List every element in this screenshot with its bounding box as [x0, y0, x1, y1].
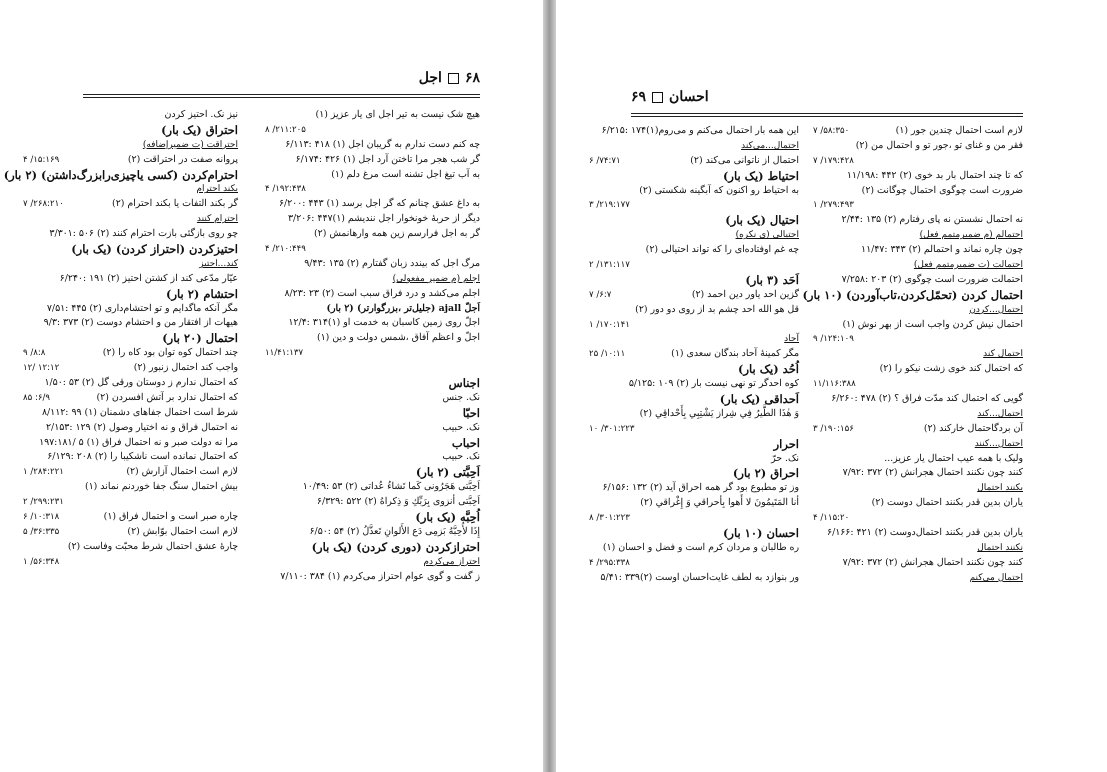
entry-line — [265, 495, 480, 510]
entry-line — [265, 123, 480, 138]
entry-text: که احتمال کند خوی زشت نیکو را (۲) — [879, 363, 1023, 375]
entry-line — [265, 212, 480, 227]
entry-text: نه احتمال فراق و نه اختیار وصول (۲) ۱۲۹ :۲/۱۵۳ — [46, 421, 238, 433]
entry-line — [813, 437, 1023, 452]
entry-line — [265, 331, 480, 346]
entry-line — [813, 318, 1023, 333]
entry-text: به آب تیغ اجل تشنه است مرغ دلم (۱) — [331, 168, 480, 180]
entry-text: گر بکند التفات یا بکند احترام (۲) — [112, 198, 238, 210]
entry-line — [589, 347, 799, 362]
entry-text: احتمال...کنند — [974, 438, 1023, 449]
entry-line — [589, 571, 799, 586]
entry-line — [23, 346, 238, 361]
entry-line — [265, 436, 480, 451]
page-number: ۶۹ — [631, 89, 647, 105]
entry-reference: ۱ /۵۶:۳۴۸ — [23, 556, 60, 567]
entry-line — [813, 541, 1023, 556]
entry-line — [23, 525, 238, 540]
entry-text: مگر کمینهٔ آحاد بندگان سعدی (۱) — [671, 348, 799, 360]
entry-line — [23, 465, 238, 480]
entry-line — [23, 138, 238, 153]
entry-text: شرط است احتمال جفاهای دشمنان (۱) ۹۹ :۸/۱۱۲ — [41, 406, 238, 418]
entry-line — [589, 184, 799, 199]
page-header-left — [419, 70, 480, 86]
page-number: ۶۸ — [464, 70, 480, 86]
entry-line — [23, 316, 238, 331]
entry-line — [23, 510, 238, 525]
entry-text: احسان (۱۰ بار) — [722, 526, 799, 541]
entry-text: نک. حبیب — [442, 451, 480, 463]
entry-line — [23, 391, 238, 406]
entry-text: احتمال کند — [983, 349, 1023, 360]
entry-reference: ۷ /۱۷۹:۴۲۸ — [813, 155, 854, 166]
entry-reference: ۲ /۲۹۹:۲۳۱ — [23, 497, 64, 508]
entry-line — [265, 450, 480, 465]
entry-line — [813, 377, 1023, 392]
entry-line — [813, 243, 1023, 258]
entry-text: قل هو الله احد چشم بد از روی دو دور (۲) — [635, 303, 799, 315]
entry-reference: ۵ /۳۶:۳۳۵ — [23, 526, 60, 537]
entry-text: احتیالی (ی نکره) — [735, 230, 799, 241]
entry-line — [589, 243, 799, 258]
entry-line — [23, 450, 238, 465]
entry-text: کند...احتیز — [199, 258, 238, 269]
entry-reference: ۳ /۲۱۹:۱۷۷ — [589, 200, 630, 211]
entry-line — [813, 198, 1023, 213]
entry-text: احتیزکردن (احتراز کردن) (یک بار) — [71, 242, 238, 257]
entry-text: احتشام (۲ بار) — [166, 286, 238, 301]
entry-text: اجلّ روی زمین کاسبان به خدمت او (۱)۳۱۴ :۱۲/۴ — [288, 317, 480, 329]
entry-line — [589, 392, 799, 407]
entry-text: یاران بدین قدر بکنند احتمال دوست (۲) — [871, 497, 1023, 509]
entry-text: عیّار مدّعی کند از کشتن احتیز (۲) ۱۹۱ :۶/۲۴۰ — [59, 272, 238, 284]
entry-reference: ۶ /۱۰:۳۱۸ — [23, 512, 60, 523]
entry-reference: ۴ /۱۹۲:۴۳۸ — [265, 184, 306, 195]
entry-line — [23, 555, 238, 570]
entry-text: احتمال نیش کردن واجب است از بهر نوش (۱) — [842, 318, 1023, 330]
entry-line — [813, 481, 1023, 496]
entry-text: که احتمال ندارم ز دوستان ورقی گل (۲) ۵۳ :۱/۵۰ — [44, 377, 238, 389]
entry-line — [813, 407, 1023, 422]
entry-line — [589, 124, 799, 139]
entry-line — [589, 139, 799, 154]
entry-text: اجلم می‌کشد و درد فراق سبب است (۲) ۲۳ :۸/۲۳ — [284, 287, 480, 299]
entry-line — [589, 511, 799, 526]
entry-line — [813, 511, 1023, 526]
entry-line — [589, 154, 799, 169]
entry-line — [265, 197, 480, 212]
entry-line — [802, 287, 1023, 303]
entry-text: احتراقت (ت ضمیرإضافه) — [142, 139, 238, 150]
entry-text: احتراق (یک بار) — [161, 122, 238, 137]
entry-line — [265, 287, 480, 302]
column-left — [3, 108, 238, 570]
entry-line — [813, 422, 1023, 437]
entry-line — [265, 376, 480, 391]
entry-text: هیچ شک نیست به تیر اجل ای یار عزیز (۱) — [315, 109, 480, 120]
entry-text: اَحداقی (یک بار) — [719, 392, 799, 407]
entry-line — [265, 108, 480, 123]
entry-text: واجب کند احتمال زنبور (۲) — [133, 362, 238, 374]
entry-text: چارهٔ عشق احتمال شرط محبّت وفاست (۲) — [67, 540, 238, 552]
right-page — [556, 0, 1107, 772]
entry-line — [23, 272, 238, 287]
entry-text: چند احتمال کوه توان بود کاه را (۲) — [102, 347, 238, 359]
entry-reference: ۴ /۱۵:۱۶۹ — [23, 154, 60, 165]
entry-line — [23, 212, 238, 227]
entry-text: اجلم (م ضمیر مفعولی) — [392, 273, 480, 284]
entry-text: اُحِبَّه (یک بار) — [415, 510, 480, 525]
entry-text: چو روی بازگئی بازت احترام کنند (۲) ۵۰۶ :۳/۳۰۱ — [49, 228, 238, 240]
entry-line — [265, 525, 480, 540]
header-rule-2 — [631, 116, 1023, 117]
entry-text: یاران بدین قدر بکنند احتمال‌دوست (۲) ۴۲۱ :۶/۱۶۶ — [827, 527, 1023, 539]
entry-text: فقر من و غنای تو ،جور تو و احتمال من (۲) — [855, 139, 1023, 151]
entry-line — [589, 481, 799, 496]
entry-text: احتمالت ضرورت است چوگوی (۲) ۲۰۳ :۷/۲۵۸ — [841, 273, 1023, 285]
entry-reference: ۸۵ :۶/۹ — [23, 392, 50, 403]
entry-line — [3, 167, 238, 183]
entry-line — [813, 392, 1023, 407]
entry-line — [23, 361, 238, 376]
entry-text: بکند احترام — [196, 184, 238, 195]
entry-text: به داغ عشق چنانم که گر اجل برسد (۱) ۴۴۳ :۶/۲۰۰ — [278, 198, 480, 210]
entry-line — [265, 182, 480, 197]
entry-text: احتمالم (م ضمیرمتمم فعل) — [919, 230, 1023, 241]
entry-line — [813, 273, 1023, 288]
entry-text: احتمالت (ت ضمیرمتمم فعل) — [913, 260, 1023, 271]
entry-line — [23, 153, 238, 168]
entry-line — [265, 421, 480, 436]
entry-text: احتمال (۲۰ بار) — [162, 331, 238, 346]
entry-line — [813, 303, 1023, 318]
entry-line — [265, 480, 480, 495]
entry-reference: ۸ /۳۰۱:۲۲۳ — [589, 513, 630, 524]
entry-text: که احتمال نمانده است ناشکیبا را (۲) ۲۰۸ :۶/۱۲۹ — [47, 451, 238, 463]
entry-text: کوه احدگر تو نهی نیست بار (۲) ۱۰۹ :۵/۱۲۵ — [628, 378, 799, 390]
entry-reference: ۱ /۱۷۰:۱۴۱ — [589, 319, 630, 330]
entry-line — [813, 139, 1023, 154]
entry-text: گر شب هجر مرا تاختن آرد اجل (۱) ۴۲۶ :۶/۱۷۴ — [295, 153, 480, 165]
entry-text: چه کنم دست ندارم به گریبان اجل (۱) ۴۱۸ :۶/۱۱۳ — [285, 138, 480, 150]
header-rule — [631, 113, 1023, 114]
entry-text: گزین احد یاور دین احمد (۲) — [691, 288, 799, 300]
entry-line — [265, 257, 480, 272]
entry-line — [813, 556, 1023, 571]
entry-text: احتمال...کند — [977, 408, 1023, 419]
entry-text: هیهات از افتقار من و احتشام دوست (۲) ۳۷۳ :۹/۳ — [43, 317, 238, 329]
entry-text: ولیک با همه عیب احتمال یار عزیز... — [884, 452, 1023, 464]
entry-reference: ۱ /۲۷۹:۴۹۳ — [813, 200, 854, 211]
entry-line — [589, 526, 799, 541]
entry-text: لازم است احتمال چندین جور (۱) — [895, 125, 1023, 136]
entry-text: أنا المَتَیمُونَ لا أَهوا بِأحراقي وَ إِغْراقي (۲) — [640, 497, 799, 509]
entry-line — [589, 198, 799, 213]
entry-text: اَحِبَّتی هَجَرُونی کَما تَشاءُ عُداتی (۲) ۵۳ :۱۰/۴۹ — [302, 481, 480, 493]
entry-text: لازم است احتمال آزارش (۲) — [126, 466, 238, 478]
page-title: اجل — [418, 70, 442, 86]
entry-line — [813, 169, 1023, 184]
entry-line — [589, 288, 799, 303]
entry-text: احتراز می‌کردم — [423, 556, 480, 567]
entry-reference: ۴ /۲۹۵:۳۳۸ — [589, 557, 630, 568]
entry-text: احتمال کردن (تحمّل‌کردن،تاب‌آوردن) (۱۰ بار) — [802, 287, 1023, 302]
entry-line — [265, 227, 480, 242]
entry-text: احترام کنند — [196, 214, 238, 225]
entry-line — [265, 570, 480, 585]
entry-text: احتمال...کردن — [969, 304, 1023, 315]
entry-reference: ۷ /۲۶۸:۲۱۰ — [23, 199, 64, 210]
entry-text: اَحِبَّتی (۲ بار) — [415, 465, 480, 480]
entry-text: اُحُد (یک بار) — [738, 362, 799, 377]
page-title: احسان — [669, 89, 709, 105]
entry-text: کنند چون نکنند احتمال هجرانش (۲) ۳۷۲ :۷/۹۲ — [842, 467, 1023, 479]
entry-text: اَحِبَّتی أنزوی بِرَبِّكِ وَ ذِكراهُ (۲) ۵۲۲ :۶/۳۲۹ — [316, 496, 480, 508]
header-rule — [83, 94, 480, 95]
entry-line — [23, 540, 238, 555]
entry-text: احتمال می‌کنم — [969, 572, 1023, 583]
entry-text: ضرورت است چوگوی احتمال چوگانت (۲) — [861, 184, 1023, 196]
entry-text: احراق (۲ بار) — [732, 466, 799, 481]
entry-text: مگر آنکه ماگدایم و تو احتشام‌داری (۲) ۴۴۵ :۷/۵۱ — [46, 302, 238, 314]
entry-line — [589, 362, 799, 377]
entry-line — [23, 257, 238, 272]
entry-text: احترازکردن (دوری کردن) (یک بار) — [311, 539, 480, 554]
entry-text: نه احتمال نشستن نه پای رفتارم (۲) ۱۳۵ :۲/۴۴ — [841, 214, 1023, 226]
entry-line — [23, 287, 238, 302]
entry-text: که احتمال ندارد بر آتش افسردن (۲) — [96, 391, 238, 403]
entry-line — [813, 347, 1023, 362]
entry-line — [589, 466, 799, 481]
entry-line — [813, 213, 1023, 228]
entry-line — [589, 496, 799, 511]
entry-line — [23, 227, 238, 242]
left-page — [0, 0, 543, 772]
square-icon — [652, 92, 663, 103]
entry-line — [265, 242, 480, 257]
column-right — [802, 124, 1023, 586]
page-header-right — [631, 89, 709, 105]
entry-text: مرا نه دولت صبر و نه احتمال فراق (۱) ۵ /۱۹۷:۱۸۱ — [39, 436, 238, 448]
entry-line — [589, 213, 799, 228]
entry-reference: ۱۱/۱۱۶:۳۸۸ — [813, 379, 856, 390]
entry-reference: ۹ /۱۲۴:۱۰۹ — [813, 334, 854, 345]
entry-line — [23, 242, 238, 257]
entry-line — [813, 228, 1023, 243]
entry-reference: ۸ /۲۱۱:۲۰۵ — [265, 124, 306, 135]
entry-line — [813, 452, 1023, 467]
entry-text: وز تو مطبوع بود گر همه احراق آید (۲) ۱۳۲ :۶/۱۵۶ — [602, 482, 799, 494]
entry-text: لازم است احتمال بوّابش (۲) — [127, 525, 238, 537]
entry-text: کنند چون نکنند احتمال هجرانش (۲) ۳۷۲ :۷/۹۲ — [842, 556, 1023, 568]
column-right — [265, 108, 480, 585]
entry-text: احتیال (یک بار) — [725, 213, 799, 228]
entry-text: احبّا — [462, 405, 480, 420]
entry-line — [589, 556, 799, 571]
entry-line — [589, 273, 799, 288]
entry-line — [589, 422, 799, 437]
entry-line — [23, 421, 238, 436]
entry-text: اَحَد (۳ بار) — [745, 272, 799, 287]
entry-text: ز گفت و گوی عوام احتراز می‌کردم (۱) ۳۸۴ :۷/۱۱۰ — [280, 570, 480, 582]
entry-line — [589, 169, 799, 184]
entry-reference: ۱۲/ ۱۲:۱۲ — [23, 363, 60, 374]
entry-text: چه غم اوفتاده‌ای را که تواند احتیالی (۲) — [645, 244, 799, 256]
entry-reference: ۴ /۲۱۰:۴۴۹ — [265, 244, 306, 255]
entry-reference: ۷ /۵۸:۳۵۰ — [813, 126, 850, 136]
entry-reference: ۱ /۲۸۴:۲۲۱ — [23, 467, 64, 478]
entry-text: که تا چند احتمال بار بد خوی (۲) ۴۴۲ :۱۱/۱۹۸ — [846, 169, 1023, 181]
entry-text: این همه بار احتمال می‌کنم و می‌روم(۱)۱۷۴ :۶/۲۱۵ — [601, 125, 799, 136]
entry-text: گویی که احتمال کند مدّت فراق ؟ (۲) ۴۷۸ :۶/۲۶۰ — [831, 393, 1023, 405]
entry-line — [265, 168, 480, 183]
entry-line — [813, 362, 1023, 377]
entry-line — [23, 480, 238, 495]
entry-line — [813, 466, 1023, 481]
entry-line — [589, 258, 799, 273]
entry-reference: ۶ /۷۴:۷۱ — [589, 155, 621, 166]
entry-line — [23, 197, 238, 212]
entry-text: بیش احتمال سنگ جفا خوردنم نماند (۱) — [84, 481, 238, 493]
entry-line — [813, 496, 1023, 511]
entry-text: نک. حبیب — [442, 421, 480, 433]
entry-line — [589, 452, 799, 467]
entry-line — [589, 303, 799, 318]
entry-text: چون چاره نماند و احتمالم (۲) ۳۴۳ :۱۱/۴۷ — [861, 244, 1023, 256]
entry-line — [265, 510, 480, 525]
entry-line — [813, 124, 1023, 139]
entry-text: اَجلّ ajall (جلیل‌تر ،بزرگوارتر) (۲ بار) — [326, 302, 480, 314]
entry-line — [589, 437, 799, 452]
entry-text: نکنند احتمال — [977, 542, 1023, 553]
entry-line — [589, 332, 799, 347]
entry-text: آحاد — [784, 334, 799, 345]
entry-line — [265, 540, 480, 555]
entry-text: آن بردگاحتمال خارکند (۲) — [923, 422, 1023, 434]
entry-line — [265, 153, 480, 168]
entry-line — [589, 541, 799, 556]
entry-line — [813, 184, 1023, 199]
entry-text: وَ هٰذَا الطَّیرُ فِي شِراز يَشْتِبِي بِأَحْداقِي (۲) — [639, 407, 799, 419]
entry-text: إِذَا لأُحِبَّهُ بَزمِی دَع الأَلوانِ تَعذَّلُ (۲) ۵۴ :۶/۵۰ — [309, 525, 480, 537]
entry-text: احترام‌کردن (کسی یاچیزی‌رابزرگ‌داشتن) (۲ بار) — [3, 167, 238, 182]
entry-text: احتمال...می‌کند — [741, 140, 799, 151]
entry-line — [589, 318, 799, 333]
entry-reference: ۲۵ /۱۰:۱۱ — [589, 349, 626, 360]
entry-reference: ۷ /۶:۷ — [589, 289, 612, 300]
entry-text: دیگر از حربهٔ خونخوار اجل نندیشم (۱)۴۴۷ :۳/۲۰۶ — [287, 213, 480, 225]
entry-text: اجلّ و اعظم آفاق ،شمس دولت و دین (۱) — [316, 332, 480, 344]
entry-line — [23, 495, 238, 510]
entry-text: ره طالبان و مردان کرم است و فضل و احسان (۱) — [602, 541, 799, 553]
entry-text: احباب — [451, 435, 480, 450]
entry-line — [813, 154, 1023, 169]
entry-line — [265, 316, 480, 331]
entry-text: نیز نک. احتیز کردن — [164, 109, 238, 120]
entry-line — [265, 555, 480, 570]
entry-line — [23, 436, 238, 451]
entry-line — [23, 302, 238, 317]
entry-line — [265, 406, 480, 421]
entry-text: چاره صبر است و احتمال فراق (۱) — [103, 511, 238, 523]
entry-line — [265, 138, 480, 153]
entry-text: گر به اجل فرارسم زین همه وارهانمش (۲) — [314, 228, 480, 240]
entry-text: احتمال از ناتوانی می‌کند (۲) — [690, 154, 799, 166]
entry-line — [813, 258, 1023, 273]
entry-text: نک. جنس — [442, 391, 480, 403]
entry-line — [23, 182, 238, 197]
entry-text: احتیاط (یک بار) — [722, 168, 799, 183]
entry-reference: ۳ /۱۹۰:۱۵۶ — [813, 423, 854, 434]
entry-reference: ۲ /۱۳۱:۱۱۷ — [589, 260, 630, 271]
entry-line — [265, 346, 480, 361]
entry-text: ور بنوازد به لطف غایت‌احسان اوست (۲)۳۳۹ :۵/۴۱ — [600, 571, 799, 583]
entry-line — [813, 571, 1023, 586]
header-rule-2 — [83, 97, 480, 98]
entry-line — [23, 123, 238, 138]
entry-reference: ۹ /۸:۸ — [23, 348, 46, 359]
square-icon — [448, 73, 459, 84]
entry-line — [589, 228, 799, 243]
entry-text: به احتیاط رو اکنون که آبگینه شکستی (۲) — [639, 184, 799, 196]
entry-line — [589, 407, 799, 422]
entry-text: اجناس — [448, 376, 480, 391]
entry-line — [265, 465, 480, 480]
entry-line — [265, 272, 480, 287]
entry-reference: ۱۱/۴۱:۱۳۷ — [265, 348, 304, 359]
entry-line — [23, 331, 238, 346]
book-gutter — [543, 0, 556, 772]
entry-line — [23, 108, 238, 123]
entry-reference: ۱۰ /۳۰۱:۲۲۳ — [589, 423, 635, 434]
column-left — [589, 124, 799, 586]
entry-line — [265, 302, 480, 317]
entry-reference: ۴ /۱۱۵:۲۰ — [813, 513, 850, 524]
entry-text: مرگ اجل که بیندد زبان گفتارم (۲) ۱۳۵ :۹/۴۳ — [304, 257, 480, 269]
entry-text: نک. حرّ — [771, 452, 799, 464]
entry-line — [813, 526, 1023, 541]
entry-line — [265, 391, 480, 406]
entry-text: احرار — [773, 436, 799, 451]
entry-line — [589, 377, 799, 392]
entry-line — [23, 406, 238, 421]
entry-text: پروانه صفت در احتراقت (۲) — [127, 153, 238, 165]
entry-line — [813, 332, 1023, 347]
entry-line — [23, 376, 238, 391]
entry-text: بکنند احتمال — [977, 483, 1023, 494]
entry-line — [265, 361, 480, 376]
